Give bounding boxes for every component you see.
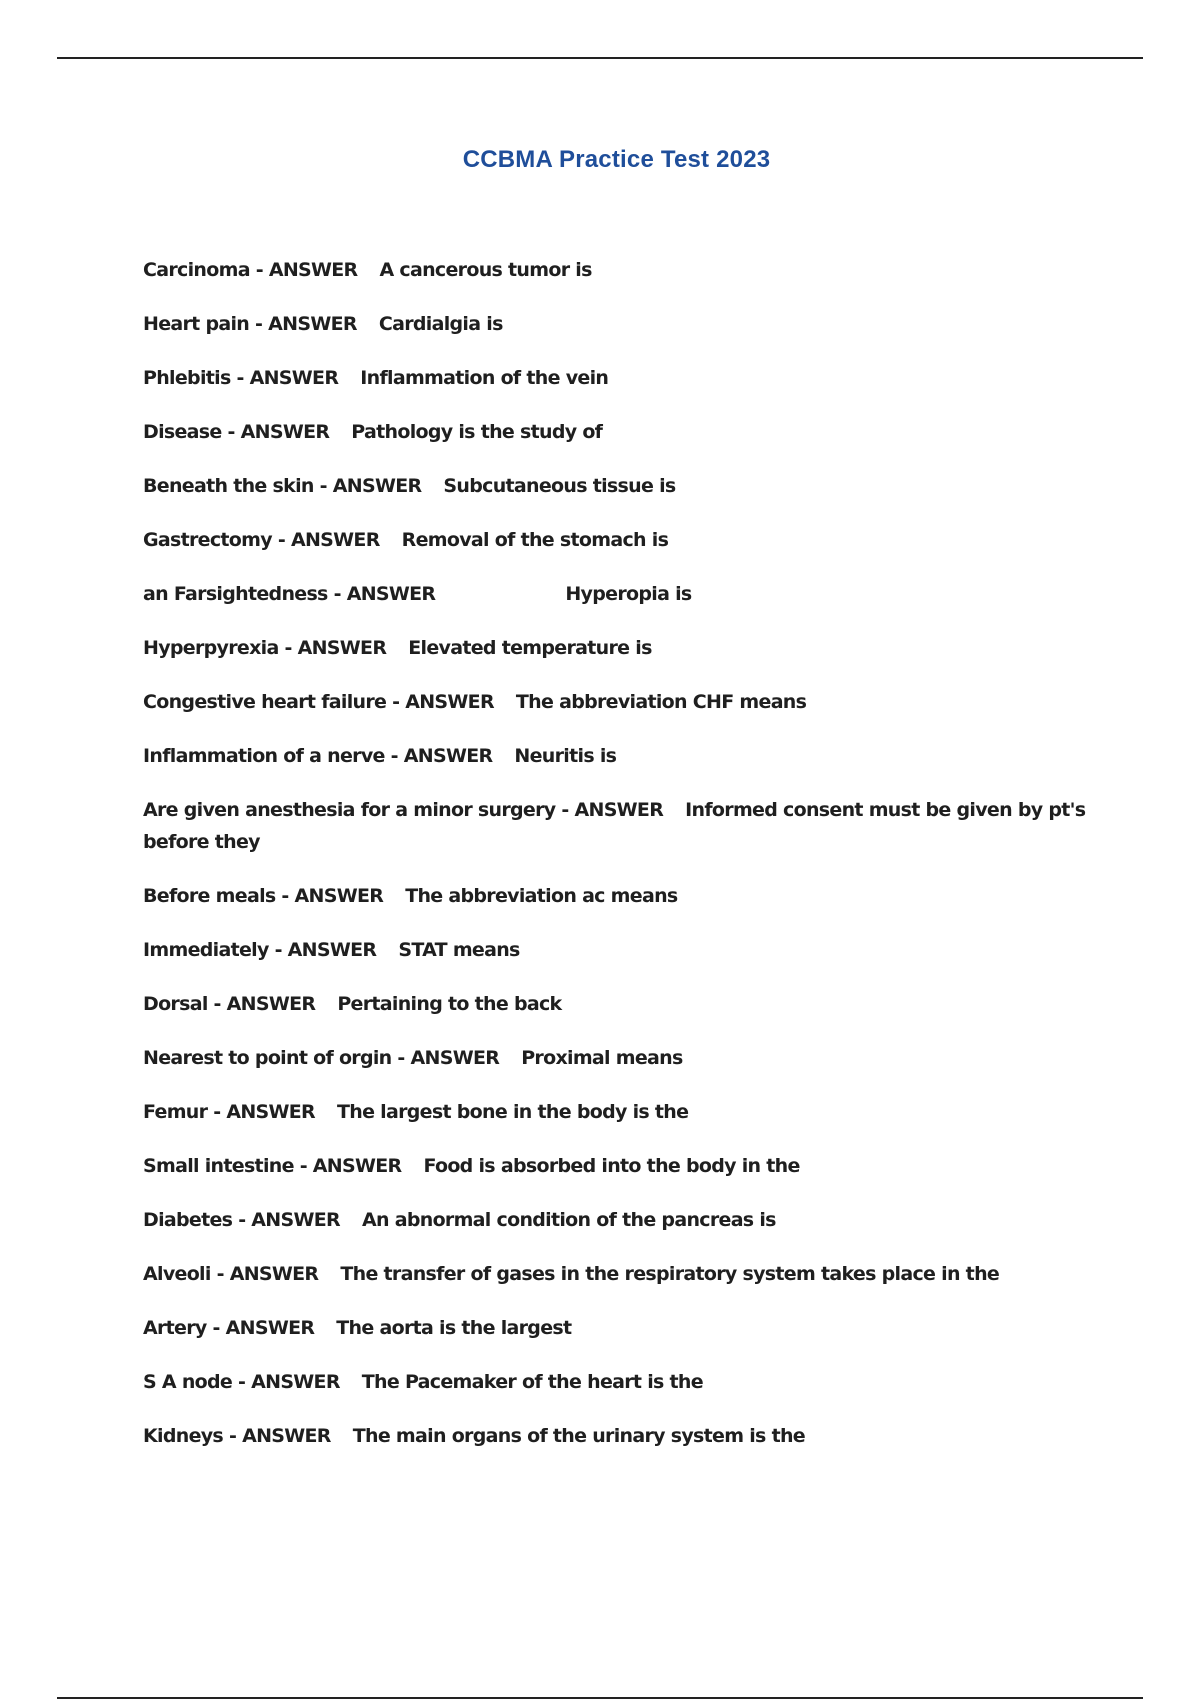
qa-question: Subcutaneous tissue is — [443, 475, 676, 497]
bottom-rule — [57, 1697, 1143, 1699]
qa-answer: Disease — [143, 421, 222, 443]
qa-item — [143, 1150, 1093, 1182]
qa-answer: Small intestine — [143, 1155, 294, 1177]
qa-item — [143, 988, 1093, 1020]
answer-label: ANSWER — [268, 313, 357, 335]
qa-question: The transfer of gases in the respiratory system takes place in the — [340, 1263, 1000, 1285]
qa-question: Elevated temperature is — [408, 637, 652, 659]
qa-separator: - — [327, 583, 347, 605]
qa-separator: - — [386, 691, 406, 713]
answer-label: ANSWER — [574, 799, 664, 821]
qa-answer: Dorsal — [143, 993, 208, 1015]
qa-separator: - — [555, 799, 575, 821]
qa-answer: Hyperpyrexia — [143, 637, 279, 659]
qa-answer: Alveoli — [143, 1263, 211, 1285]
qa-answer: Before meals — [143, 885, 276, 907]
qa-answer: Femur — [143, 1101, 208, 1123]
qa-answer: Are given anesthesia for a minor surgery — [143, 799, 556, 821]
qa-item — [143, 794, 1093, 858]
qa-answer: Inflammation of a nerve — [143, 745, 385, 767]
qa-separator: - — [271, 529, 291, 551]
qa-answer: Phlebitis — [143, 367, 231, 389]
answer-label: ANSWER — [251, 1209, 340, 1231]
qa-question: Informed consent must be given by pt's before they — [143, 799, 1086, 853]
answer-label: ANSWER — [242, 1425, 331, 1447]
answer-label: ANSWER — [410, 1047, 500, 1069]
qa-separator: - — [275, 885, 295, 907]
answer-label: ANSWER — [405, 691, 494, 713]
qa-list — [143, 254, 1093, 1474]
qa-question: Neuritis is — [514, 745, 617, 767]
qa-question: The aorta is the largest — [336, 1317, 572, 1339]
answer-label: ANSWER — [346, 583, 436, 605]
qa-item — [143, 1258, 1093, 1290]
qa-separator: - — [207, 1101, 227, 1123]
qa-question: The abbreviation ac means — [405, 885, 678, 907]
qa-separator: - — [249, 313, 269, 335]
qa-item — [143, 934, 1093, 966]
qa-separator: - — [268, 939, 288, 961]
qa-separator: - — [210, 1263, 230, 1285]
qa-question: STAT means — [398, 939, 520, 961]
qa-question: Removal of the stomach is — [401, 529, 669, 551]
qa-question: Hyperopia is — [565, 583, 692, 605]
qa-answer: Carcinoma — [143, 259, 250, 281]
qa-question: Proximal means — [521, 1047, 683, 1069]
qa-answer: Immediately — [143, 939, 269, 961]
qa-answer: Artery — [143, 1317, 207, 1339]
qa-item — [143, 1096, 1093, 1128]
qa-item — [143, 1204, 1093, 1236]
document-title: CCBMA Practice Test 2023 — [462, 146, 771, 173]
answer-label: ANSWER — [287, 939, 377, 961]
qa-question: Pertaining to the back — [337, 993, 562, 1015]
qa-item — [143, 1366, 1093, 1398]
qa-separator: - — [221, 421, 241, 443]
qa-item — [143, 308, 1093, 340]
qa-item — [143, 470, 1093, 502]
qa-question: The largest bone in the body is the — [336, 1101, 689, 1123]
qa-answer: S A node — [143, 1371, 233, 1393]
qa-answer: Heart pain — [143, 313, 250, 335]
qa-item — [143, 740, 1093, 772]
qa-answer: Beneath the skin — [143, 475, 314, 497]
answer-label: ANSWER — [290, 529, 380, 551]
qa-separator: - — [207, 993, 227, 1015]
qa-separator: - — [313, 475, 333, 497]
qa-question: Pathology is the study of — [351, 421, 603, 443]
qa-answer: Diabetes — [143, 1209, 233, 1231]
answer-label: ANSWER — [403, 745, 493, 767]
qa-item — [143, 362, 1093, 394]
answer-label: ANSWER — [312, 1155, 402, 1177]
answer-label: ANSWER — [251, 1371, 340, 1393]
qa-separator: - — [223, 1425, 243, 1447]
qa-answer: Kidneys — [143, 1425, 224, 1447]
qa-item — [143, 416, 1093, 448]
qa-answer: Nearest to point of orgin — [143, 1047, 392, 1069]
answer-label: ANSWER — [268, 259, 358, 281]
qa-separator: - — [278, 637, 298, 659]
qa-answer: an Farsightedness — [143, 583, 328, 605]
answer-label: ANSWER — [249, 367, 339, 389]
top-rule — [57, 57, 1143, 59]
answer-label: ANSWER — [225, 1317, 315, 1339]
qa-item — [143, 254, 1093, 286]
qa-question: An abnormal condition of the pancreas is — [361, 1209, 776, 1231]
answer-label: ANSWER — [297, 637, 387, 659]
qa-question: A cancerous tumor is — [379, 259, 592, 281]
qa-question: Inflammation of the vein — [360, 367, 609, 389]
qa-item — [143, 632, 1093, 664]
qa-separator: - — [293, 1155, 313, 1177]
qa-separator: - — [391, 1047, 411, 1069]
answer-label: ANSWER — [226, 993, 316, 1015]
qa-separator: - — [232, 1371, 252, 1393]
qa-separator: - — [384, 745, 404, 767]
answer-label: ANSWER — [226, 1101, 315, 1123]
qa-item — [143, 1420, 1093, 1452]
answer-label: ANSWER — [332, 475, 422, 497]
qa-item — [143, 686, 1093, 718]
qa-item — [143, 524, 1093, 556]
qa-item — [143, 1312, 1093, 1344]
qa-separator: - — [232, 1209, 252, 1231]
qa-question: The Pacemaker of the heart is the — [361, 1371, 703, 1393]
qa-question: The main organs of the urinary system is the — [352, 1425, 805, 1447]
answer-label: ANSWER — [240, 421, 330, 443]
qa-separator: - — [249, 259, 269, 281]
answer-label: ANSWER — [229, 1263, 319, 1285]
qa-question: Food is absorbed into the body in the — [423, 1155, 800, 1177]
qa-item — [143, 578, 1093, 610]
qa-separator: - — [230, 367, 250, 389]
qa-item — [143, 880, 1093, 912]
answer-label: ANSWER — [294, 885, 384, 907]
qa-answer: Congestive heart failure — [143, 691, 387, 713]
qa-question: The abbreviation CHF means — [515, 691, 807, 713]
qa-question: Cardialgia is — [378, 313, 503, 335]
qa-item — [143, 1042, 1093, 1074]
qa-answer: Gastrectomy — [143, 529, 272, 551]
qa-separator: - — [206, 1317, 226, 1339]
